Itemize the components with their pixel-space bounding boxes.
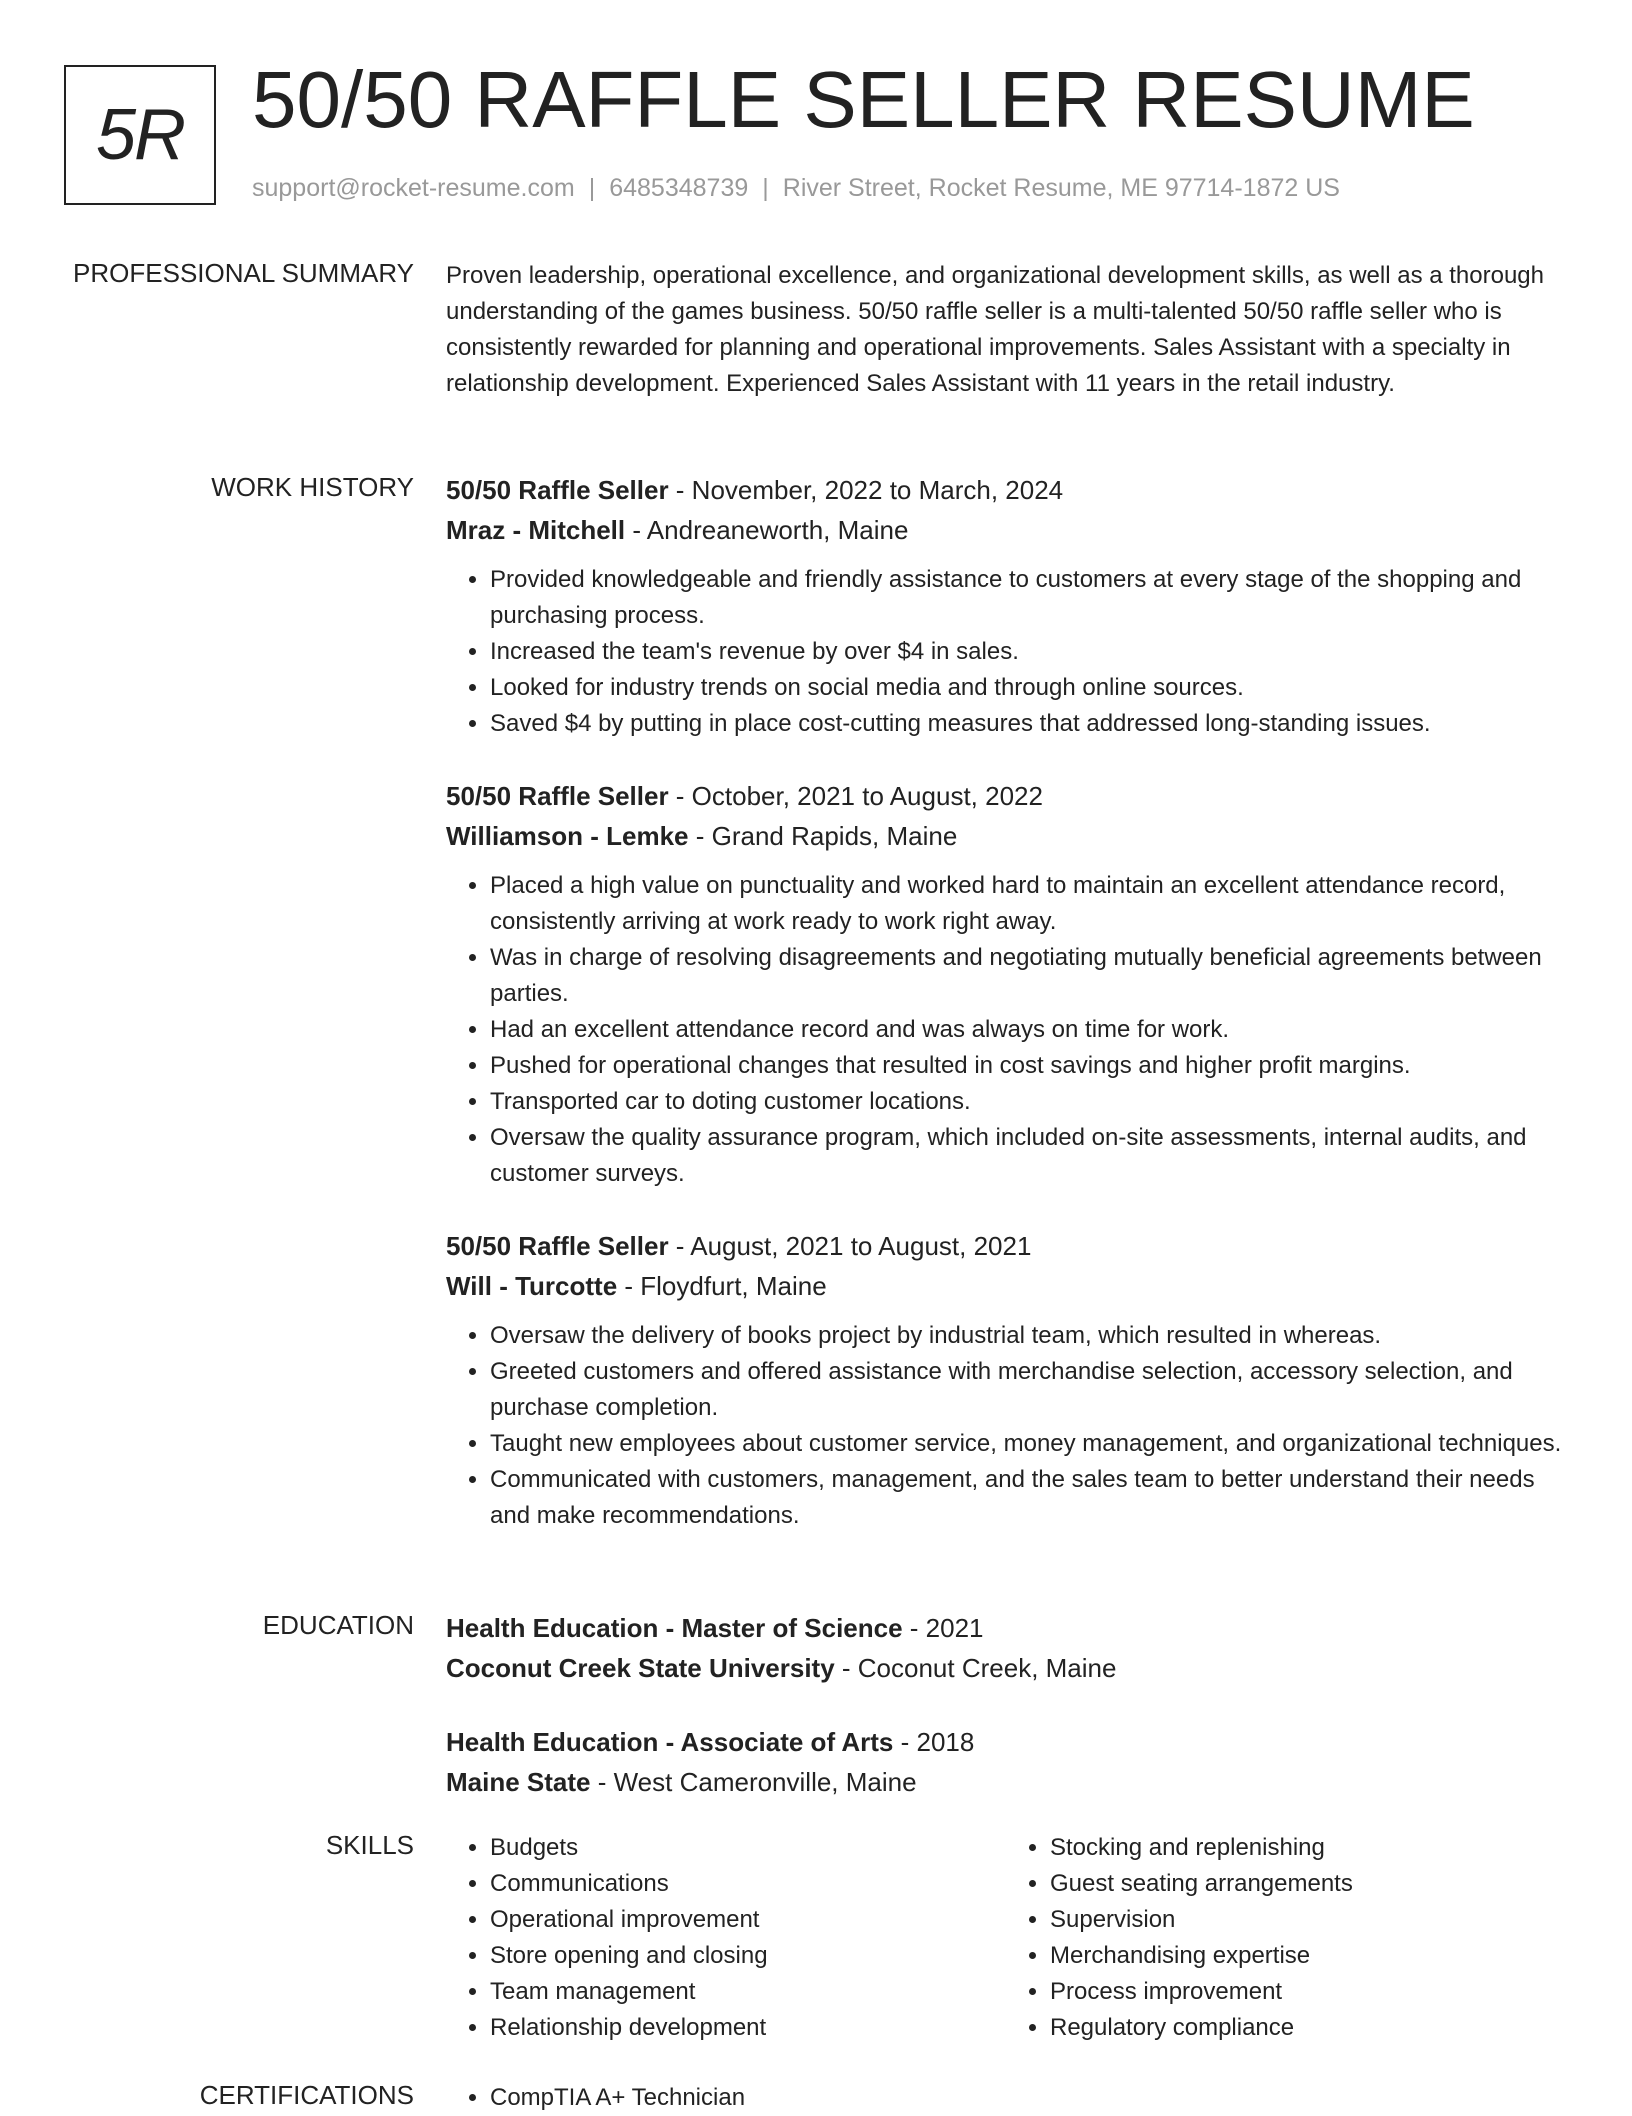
summary-text: Proven leadership, operational excellence, and organizational development skills, as well as a thorough understanding of the games business. 50/50 raffle seller is a multi-talented 50/50 raffle seller who is consistently rewarded for planning and operational improvements. Sales Assistant with a specialty in relationship development. Experienced Sales Assistant with 11 years in the retail industry.: [446, 262, 1544, 397]
job-entry: [446, 470, 1566, 742]
job-bullet: • Looked for industry trends on social media and through online sources.: [490, 670, 1566, 706]
job-entry: [446, 776, 1566, 1192]
education-degree: Health Education - Associate of Arts: [446, 1727, 894, 1757]
contact-line: [252, 174, 1340, 203]
skill-item: • Supervision: [1050, 1902, 1566, 1938]
education-degree-line: [446, 1608, 1566, 1648]
education-location: - West Cameronville, Maine: [590, 1767, 917, 1797]
job-dates: - October, 2021 to August, 2022: [668, 781, 1043, 811]
job-bullet: • Transported car to doting customer locations.: [490, 1084, 1566, 1120]
section-label-skills: SKILLS: [325, 1830, 414, 1860]
job-bullet: • Saved $4 by putting in place cost-cutting measures that addressed long-standing issues.: [490, 706, 1566, 742]
job-dates: - November, 2022 to March, 2024: [668, 475, 1064, 505]
job-company-line: [446, 1266, 1566, 1306]
education-degree: Health Education - Master of Science: [446, 1613, 903, 1643]
contact-phone[interactable]: 6485348739: [609, 174, 749, 202]
skill-item: • Team management: [490, 1974, 1006, 2010]
skill-item: • Store opening and closing: [490, 1938, 1006, 1974]
work-history-list: [446, 470, 1566, 1568]
job-title-line: [446, 1226, 1566, 1266]
job-company: Williamson - Lemke: [446, 821, 689, 851]
education-school-line: [446, 1648, 1566, 1688]
contact-email[interactable]: support@rocket-resume.com: [252, 174, 575, 202]
page-title: 50/50 RAFFLE SELLER RESUME: [252, 55, 1475, 144]
education-school: Maine State: [446, 1767, 591, 1797]
skills-columns: [446, 1830, 1566, 2046]
skill-item: • Guest seating arrangements: [1050, 1866, 1566, 1902]
education-list: [446, 1608, 1566, 1836]
job-bullets: [446, 1318, 1566, 1534]
education-degree-line: [446, 1722, 1566, 1762]
job-title: 50/50 Raffle Seller: [446, 781, 669, 811]
section-label-certifications: CERTIFICATIONS: [199, 2080, 414, 2110]
skill-item: • Regulatory compliance: [1050, 2010, 1566, 2046]
skill-item: • Budgets: [490, 1830, 1006, 1866]
job-bullet: • Was in charge of resolving disagreements and negotiating mutually beneficial agreements between parties.: [490, 940, 1566, 1012]
job-bullet: • Pushed for operational changes that resulted in cost savings and higher profit margins.: [490, 1048, 1566, 1084]
skill-item: • Process improvement: [1050, 1974, 1566, 2010]
job-bullet: • Taught new employees about customer service, money management, and organizational techniques.: [490, 1426, 1566, 1462]
job-bullet: • Increased the team's revenue by over $4 in sales.: [490, 634, 1566, 670]
skill-item: • Communications: [490, 1866, 1006, 1902]
job-location: - Floydfurt, Maine: [617, 1271, 827, 1301]
job-entry: [446, 1226, 1566, 1534]
job-title: 50/50 Raffle Seller: [446, 475, 669, 505]
contact-separator: |: [762, 174, 769, 202]
job-location: - Grand Rapids, Maine: [688, 821, 958, 851]
contact-separator: |: [588, 174, 596, 202]
education-school: Coconut Creek State University: [446, 1653, 835, 1683]
job-bullet: • Placed a high value on punctuality and worked hard to maintain an excellent attendance record, consistently arriving at work ready to work right away.: [490, 868, 1566, 940]
job-bullet: • Oversaw the quality assurance program, which included on-site assessments, internal audits, and customer surveys.: [490, 1120, 1566, 1192]
job-bullets: [446, 868, 1566, 1192]
skills-list-left: [446, 1830, 1006, 2046]
education-entry: [446, 1722, 1566, 1802]
job-bullet: • Had an excellent attendance record and was always on time for work.: [490, 1012, 1566, 1048]
education-location: - Coconut Creek, Maine: [834, 1653, 1117, 1683]
monogram-logo: 5R: [64, 65, 216, 205]
skill-item: • Merchandising expertise: [1050, 1938, 1566, 1974]
skill-item: • Relationship development: [490, 2010, 1006, 2046]
skill-item: • Stocking and replenishing: [1050, 1830, 1566, 1866]
section-label-education: EDUCATION: [262, 1610, 414, 1640]
education-year: - 2021: [902, 1613, 984, 1643]
job-bullets: [446, 562, 1566, 742]
certification-item: • CompTIA A+ Technician: [490, 2080, 1566, 2116]
job-title-line: [446, 776, 1566, 816]
skills-list-right: [1006, 1830, 1566, 2046]
certifications-list: [446, 2080, 1566, 2116]
section-label-work-history: WORK HISTORY: [211, 472, 414, 502]
contact-address: River Street, Rocket Resume, ME 97714-1872 US: [782, 174, 1340, 202]
job-bullet: • Communicated with customers, management, and the sales team to better understand their needs and make recommendations.: [490, 1462, 1566, 1534]
skill-item: • Operational improvement: [490, 1902, 1006, 1938]
job-company: Mraz - Mitchell: [446, 515, 626, 545]
job-bullet: • Provided knowledgeable and friendly assistance to customers at every stage of the shopping and purchasing process.: [490, 562, 1566, 634]
job-dates: - August, 2021 to August, 2021: [668, 1231, 1032, 1261]
job-location: - Andreaneworth, Maine: [625, 515, 909, 545]
job-title-line: [446, 470, 1566, 510]
section-label-summary: PROFESSIONAL SUMMARY: [73, 258, 414, 288]
job-company-line: [446, 510, 1566, 550]
education-entry: [446, 1608, 1566, 1688]
job-title: 50/50 Raffle Seller: [446, 1231, 669, 1261]
education-school-line: [446, 1762, 1566, 1802]
job-bullet: • Greeted customers and offered assistance with merchandise selection, accessory selection, and purchase completion.: [490, 1354, 1566, 1426]
certifications-bullets: [446, 2080, 1566, 2116]
job-company-line: [446, 816, 1566, 856]
job-bullet: • Oversaw the delivery of books project by industrial team, which resulted in whereas.: [490, 1318, 1566, 1354]
education-year: - 2018: [893, 1727, 975, 1757]
job-company: Will - Turcotte: [446, 1271, 618, 1301]
